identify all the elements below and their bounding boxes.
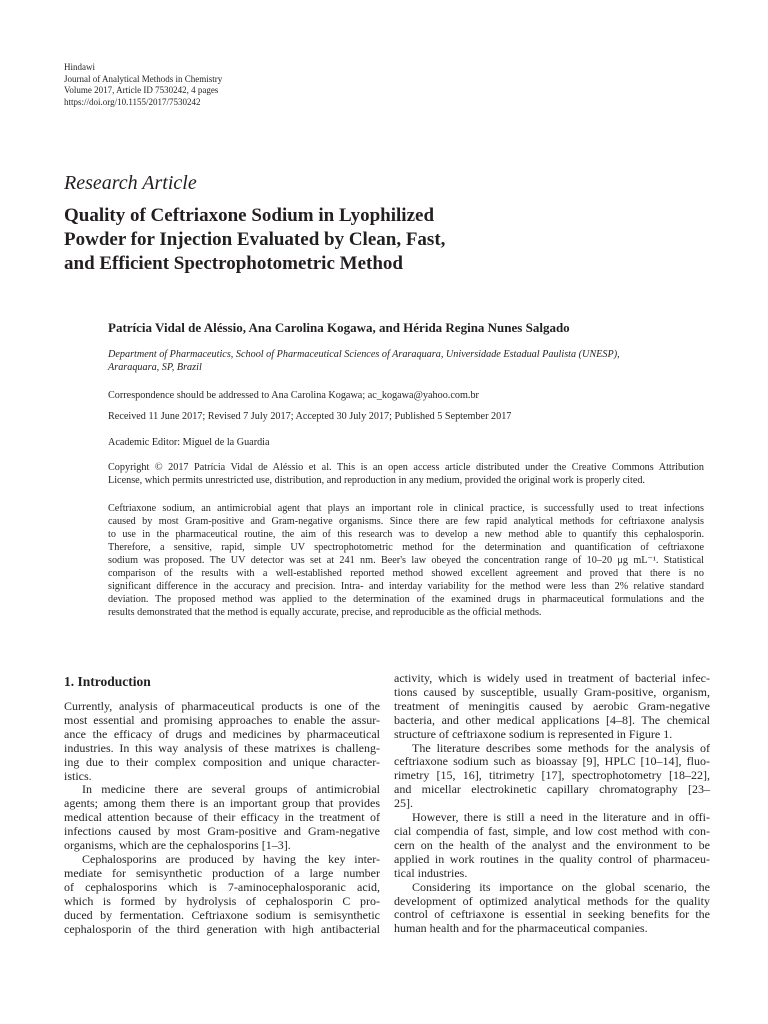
body-text-line: structure of ceftriaxone sodium is represented in Figure 1. <box>394 726 673 741</box>
abstract-line: Ceftriaxone sodium, an antimicrobial agent that plays an important role in clinical practice, is successfully used to treat infections <box>108 503 704 514</box>
copyright-notice <box>108 461 704 487</box>
body-text-line: of cephalosporins which is 7-aminocephalosporanic acid, <box>64 879 380 894</box>
abstract-line: results demonstrated that the method is equally accurate, precise, and reproducible as the official methods. <box>108 607 542 618</box>
body-text-line: treatment of meningitis caused by aerobic Gram-negative <box>394 698 710 713</box>
body-text-line: The literature describes some methods for the analysis of <box>412 740 710 755</box>
body-text-line: infections caused by most Gram-positive and Gram-negative <box>64 824 380 839</box>
body-text-line: ing due to their complex composition and unique character- <box>64 754 380 769</box>
abstract <box>108 502 704 619</box>
body-text-line: human health and for the pharmaceutical companies. <box>394 921 648 936</box>
body-text-line: industries. In this way analysis of these matrixes is challeng- <box>64 740 380 755</box>
body-text-line: istics. <box>64 768 92 783</box>
correspondence: Correspondence should be addressed to Ana Carolina Kogawa; ac_kogawa@yahoo.com.br <box>108 390 479 401</box>
body-text-line: tions caused by susceptible, usually Gram-positive, organism, <box>394 684 710 699</box>
body-text-line: activity, which is widely used in treatment of bacterial infec- <box>394 671 710 685</box>
body-text-line: cial compendia of fast, simple, and low cost method with con- <box>394 823 710 838</box>
article-title <box>64 204 704 276</box>
copyright-line: Copyright © 2017 Patrícia Vidal de Aléssio et al. This is an open access article distributed under the Creative Commons Attribution <box>108 462 704 473</box>
publication-dates: Received 11 June 2017; Revised 7 July 2017; Accepted 30 July 2017; Published 5 September 2017 <box>108 411 512 422</box>
body-column-left <box>64 700 380 936</box>
title-line: Quality of Ceftriaxone Sodium in Lyophilized <box>64 205 435 226</box>
body-text-line: bacteria, and other medical applications [4–8]. The chemical <box>394 712 710 727</box>
body-text-line: ceftriaxone sodium such as bioassay [9], HPLC [10–14], fluo- <box>394 754 710 769</box>
abstract-line: to use in the pharmaceutical routine, the aim of this research was to develop a new method able to quantify this cephalosporin. <box>108 529 704 540</box>
academic-editor: Academic Editor: Miguel de la Guardia <box>108 437 270 448</box>
abstract-line: sodium was proposed. The UV detector was set at 241 nm. Beer's law obeyed the concentration range of 10–20 μg mL⁻¹. Statistical <box>108 555 704 566</box>
title-line: and Efficient Spectrophotometric Method <box>64 253 403 274</box>
body-text-line: tical industries. <box>394 865 468 880</box>
volume-info: Volume 2017, Article ID 7530242, 4 pages <box>64 85 219 95</box>
article-type: Research Article <box>64 172 197 194</box>
body-text-line: and micellar electrokinetic capillary chromatography [23– <box>394 782 710 797</box>
publisher-name: Hindawi <box>64 62 95 72</box>
body-text-line: organisms, which are the cephalosporins [1–3]. <box>64 838 291 853</box>
body-text-line: rimetry [15, 16], titrimetry [17], spectrophotometry [18–22], <box>394 768 710 783</box>
body-text-line: applied in work routines in the quality control of pharmaceu- <box>394 851 710 866</box>
body-text-line: most essential and promising approaches to enable the assur- <box>64 712 380 727</box>
body-text-line: cern on the health of the analyst and the environment to be <box>394 837 710 852</box>
journal-header <box>64 62 222 108</box>
journal-name: Journal of Analytical Methods in Chemistry <box>64 73 223 84</box>
body-text-line: cephalosporin of the third generation with high antibacterial <box>64 921 380 936</box>
affiliation-line: Araraquara, SP, Brazil <box>108 362 202 373</box>
title-line: Powder for Injection Evaluated by Clean, Fast, <box>64 229 446 250</box>
body-column-right <box>394 672 710 936</box>
body-text-line: Considering its importance on the global scenario, the <box>412 879 710 894</box>
body-text-line: control of ceftriaxone is essential in seeking benefits for the <box>394 907 710 922</box>
abstract-line: comparison of the results with a well-established reported method showed excellent agreement and proved that there is no <box>108 568 704 579</box>
body-text-line: 25]. <box>394 796 413 811</box>
body-text-line: medical attention because of their efficacy in the treatment of <box>64 810 380 825</box>
body-text-line: which is formed by hydrolysis of cephalosporin C pro- <box>64 893 380 908</box>
body-text-line: ance the efficacy of drugs and medicines by pharmaceutical <box>64 726 380 741</box>
author-list: Patrícia Vidal de Aléssio, Ana Carolina Kogawa, and Hérida Regina Nunes Salgado <box>108 320 570 335</box>
abstract-line: deviation. The proposed method was applied to the determination of the examined drugs in pharmaceutical formulations and the <box>108 594 704 605</box>
body-text-line: Cephalosporins are produced by having the key inter- <box>82 851 380 866</box>
body-text-line: development of optimized analytical methods for the quality <box>394 893 710 908</box>
body-text-line: However, there is still a need in the literature and in offi- <box>412 810 710 825</box>
affiliation-line: Department of Pharmaceutics, School of Pharmaceutical Sciences of Araraquara, Universidade Estadual Paulista (UNESP), <box>108 349 620 360</box>
abstract-line: significant difference in the accuracy and precision. Intra- and interday variability for the method were less than 2% relative standard <box>108 581 704 592</box>
body-text-line: In medicine there are several groups of antimicrobial <box>82 782 380 797</box>
affiliation <box>108 348 704 374</box>
copyright-line: License, which permits unrestricted use, distribution, and reproduction in any medium, provided the original work is properly cited. <box>108 475 645 486</box>
doi-link[interactable]: https://doi.org/10.1155/2017/7530242 <box>64 96 201 107</box>
body-text-line: agents; among them there is an important group that provides <box>64 796 380 811</box>
abstract-line: Therefore, a sensitive, rapid, simple UV spectrophotometric method for the determination and quantification of ceftriaxone <box>108 542 704 553</box>
body-text-line: duced by fermentation. Ceftriaxone sodium is semisynthetic <box>64 907 380 922</box>
abstract-line: caused by most Gram-positive and Gram-negative organisms. Since there are few rapid analytical methods for ceftriaxone analysis <box>108 516 704 527</box>
body-text-line: mediate for semisynthetic production of a large number <box>64 865 380 880</box>
body-text-line: Currently, analysis of pharmaceutical products is one of the <box>64 699 380 713</box>
section-heading-introduction: 1. Introduction <box>64 674 151 689</box>
